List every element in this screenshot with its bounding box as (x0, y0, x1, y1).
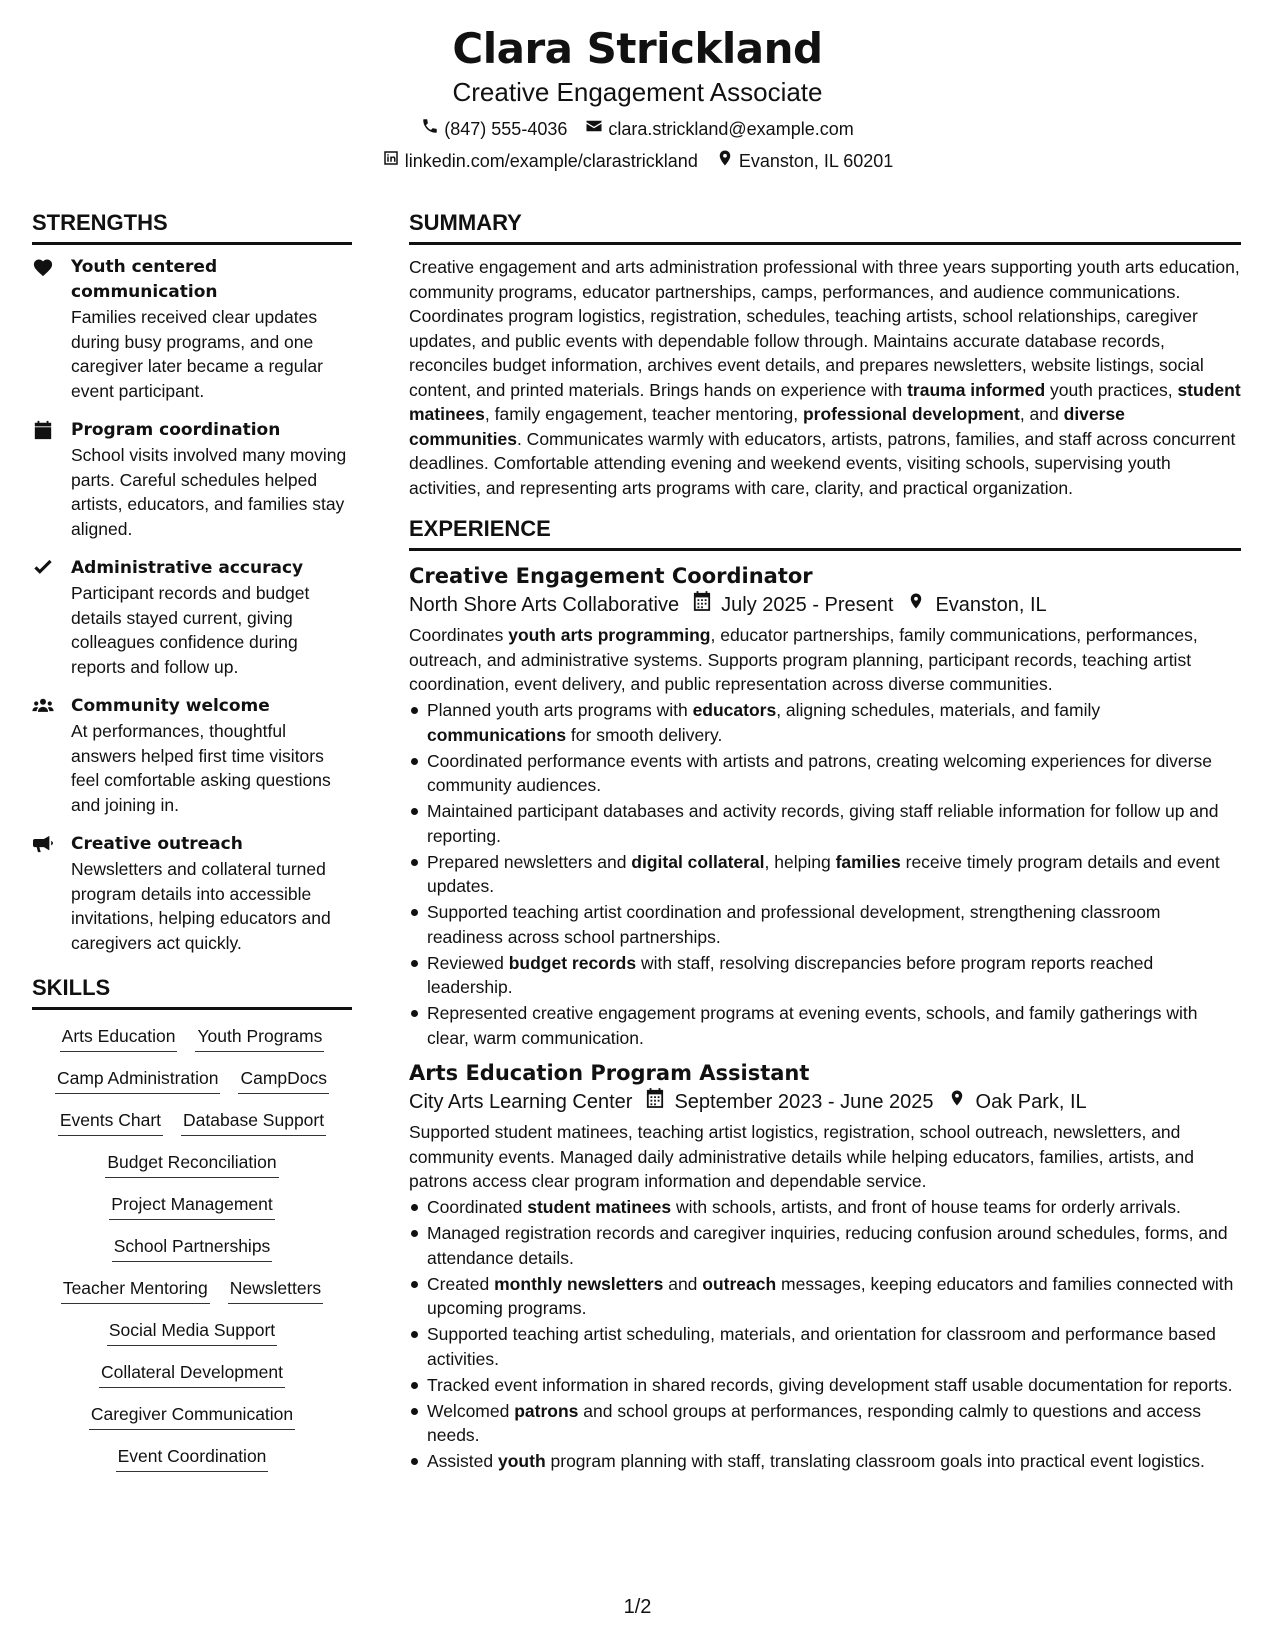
text-segment: Maintained participant databases and activity records, giving staff reliable information for follow up and reporting. (427, 801, 1219, 846)
list-item (409, 1373, 1241, 1398)
strength-desc: Families received clear updates during busy programs, and one caregiver later became a regular event participant. (71, 307, 323, 401)
email-contact[interactable] (585, 117, 853, 141)
company-name: City Arts Learning Center (409, 1091, 633, 1113)
megaphone-icon (32, 834, 54, 854)
text-segment: Coordinated performance events with artists and patrons, creating welcoming experiences for diverse community audiences. (427, 750, 1212, 795)
text-segment: Coordinates (409, 625, 509, 645)
text-segment: Planned youth arts programs with (427, 700, 693, 720)
emphasis-text: communications (427, 724, 567, 745)
job-bullets (409, 1195, 1241, 1474)
strength-desc: At performances, thoughtful answers helped first time visitors feel comfortable asking questions and joining in. (71, 721, 331, 815)
summary-text (409, 255, 1241, 500)
job-intro (409, 623, 1241, 697)
calendar-icon (693, 591, 711, 619)
list-item (409, 1195, 1241, 1220)
text-segment: Created (427, 1273, 495, 1294)
heart-icon (32, 257, 54, 277)
email-text[interactable]: clara.strickland@example.com (608, 119, 854, 139)
text-segment: for smooth delivery. (566, 724, 723, 745)
company-name: North Shore Arts Collaborative (409, 594, 680, 616)
text-segment: , and (1019, 404, 1064, 424)
strength-title: Creative outreach (71, 834, 243, 854)
skill-tag: Collateral Development (99, 1360, 285, 1388)
job-dates (646, 1088, 933, 1116)
list-item (409, 1322, 1241, 1371)
phone-contact (421, 117, 567, 141)
text-segment: and school groups at performances, responding calmly to questions and access needs. (427, 1400, 1201, 1445)
envelope-icon (585, 117, 603, 141)
skill-tag: Database Support (181, 1108, 326, 1136)
strength-title: Program coordination (71, 420, 281, 440)
skill-tag: Teacher Mentoring (61, 1276, 210, 1304)
text-segment: Tracked event information in shared records, giving development staff usable documentation for reports. (427, 1374, 1233, 1395)
map-pin-icon (907, 591, 925, 619)
text-segment: , family engagement, teacher mentoring, (484, 404, 803, 424)
list-item (409, 1399, 1241, 1448)
emphasis-text: budget records (508, 952, 637, 973)
job-bullets (409, 698, 1241, 1050)
emphasis-text: patrons (514, 1400, 579, 1421)
emphasis-text: monthly newsletters (494, 1273, 664, 1294)
emphasis-text: youth (498, 1451, 546, 1471)
emphasis-text: diverse communities (409, 404, 1125, 449)
calendar-icon (32, 420, 54, 440)
text-segment: Coordinated (427, 1197, 528, 1217)
strength-item (32, 556, 352, 679)
map-pin-icon (948, 1088, 966, 1116)
job-meta (409, 591, 1241, 619)
job-intro (409, 1120, 1241, 1194)
text-segment: Welcomed (427, 1400, 515, 1421)
dates-text: September 2023 - June 2025 (674, 1091, 934, 1113)
list-item (409, 1449, 1241, 1474)
strengths-heading: STRENGTHS (32, 208, 352, 245)
skill-tag: Social Media Support (107, 1318, 277, 1346)
experience-heading: EXPERIENCE (409, 514, 1241, 551)
list-item (409, 1272, 1241, 1321)
list-item (409, 749, 1241, 798)
text-segment: Prepared newsletters and (427, 851, 632, 872)
right-column (409, 208, 1241, 1482)
strength-item (32, 255, 352, 403)
skill-tag: Project Management (109, 1192, 274, 1220)
text-segment: , helping (764, 851, 836, 872)
map-pin-icon (716, 149, 734, 173)
emphasis-text: educators (692, 700, 777, 720)
dates-text: July 2025 - Present (721, 594, 894, 616)
strength-title: Youth centered communication (71, 257, 218, 302)
job-location (948, 1088, 1087, 1116)
text-segment: with staff, resolving discrepancies before program reports reached leadership. (427, 952, 1154, 997)
text-segment: , educator partnerships, family communications, performances, outreach, and administrative systems. Supports program planning, participant records, teaching artist coordination, event delivery, and public representation across diverse communities. (409, 625, 1198, 694)
text-segment: Supported student matinees, teaching artist logistics, registration, school outreach, newsletters, and community events. Managed daily administrative details while helping educators, families, artists, and patrons access clear program information and dependable service. (409, 1122, 1194, 1191)
candidate-role: Creative Engagement Associate (452, 77, 823, 107)
phone-text: (847) 555-4036 (444, 119, 568, 139)
location-text: Oak Park, IL (975, 1091, 1087, 1113)
experience-list (409, 561, 1241, 1474)
text-segment: messages, keeping educators and families connected with upcoming programs. (427, 1273, 1234, 1318)
linkedin-contact[interactable] (382, 149, 698, 173)
skill-tag: Arts Education (60, 1024, 178, 1052)
strength-desc: Participant records and budget details stayed current, giving colleagues confidence during reports and follow up. (71, 583, 310, 677)
strength-title: Community welcome (71, 696, 270, 716)
left-column (32, 208, 352, 1472)
resume-header (0, 22, 1275, 173)
text-segment: Supported teaching artist scheduling, materials, and orientation for classroom and performance based activities. (427, 1324, 1216, 1369)
job-location (907, 591, 1046, 619)
text-segment: Managed registration records and caregiver inquiries, reducing confusion around schedules, forms, and attendance details. (427, 1223, 1228, 1268)
phone-icon (421, 117, 439, 141)
location-text: Evanston, IL 60201 (738, 151, 894, 171)
strength-item (32, 418, 352, 541)
strength-desc: Newsletters and collateral turned program details into accessible invitations, helping educators and caregivers act quickly. (71, 859, 331, 953)
text-segment: and (663, 1273, 703, 1294)
linkedin-text[interactable]: linkedin.com/example/clarastrickland (404, 151, 698, 171)
list-item (409, 900, 1241, 949)
strength-title: Administrative accuracy (71, 558, 304, 578)
text-segment: Assisted (427, 1451, 498, 1471)
list-item (409, 951, 1241, 1000)
strength-item (32, 694, 352, 817)
users-icon (32, 696, 54, 716)
skill-tag: Event Coordination (116, 1444, 269, 1472)
skills-heading: SKILLS (32, 973, 352, 1010)
text-segment: Supported teaching artist coordination and professional development, strengthening classroom readiness across school partnerships. (427, 902, 1161, 947)
emphasis-text: families (835, 851, 901, 872)
list-item (409, 850, 1241, 899)
list-item (409, 1001, 1241, 1050)
text-segment: receive timely program details and event updates. (427, 851, 1220, 896)
emphasis-text: outreach (702, 1273, 777, 1294)
skill-tag: Events Chart (58, 1108, 163, 1136)
emphasis-text: youth arts programming (508, 625, 711, 645)
skill-tag: Youth Programs (195, 1024, 324, 1052)
calendar-icon (646, 1088, 664, 1116)
strength-item (32, 832, 352, 955)
emphasis-text: student matinees (527, 1197, 672, 1217)
text-segment: , aligning schedules, materials, and family (776, 700, 1101, 720)
list-item (409, 1221, 1241, 1270)
location-contact (716, 149, 893, 173)
job-entry (409, 561, 1241, 1050)
text-segment: Creative engagement and arts administration professional with three years supporting youth arts education, community programs, educator partnerships, camps, performances, and audience communications. Coordinates program logistics, registration, schedules, teaching artists, school relationships, caregiver updates, and public events with dependable follow through. Maintains accurate database records, reconciles budget information, archives event details, and prepares newsletters, website listings, social content, and printed materials. Brings hands on experience with (409, 257, 1240, 400)
text-segment: . Communicates warmly with educators, artists, patrons, families, and staff across concurrent deadlines. Comfortable attending evening and weekend events, visiting schools, supervising youth activities, and representing arts programs with care, clarity, and practical organization. (409, 428, 1236, 498)
skill-tag: Newsletters (228, 1276, 323, 1304)
summary-heading: SUMMARY (409, 208, 1241, 245)
job-meta (409, 1088, 1241, 1116)
linkedin-icon (382, 149, 400, 173)
emphasis-text: student matinees (409, 379, 1241, 424)
list-item (409, 698, 1241, 747)
contact-row-1 (0, 117, 1275, 141)
job-dates (693, 591, 893, 619)
skill-tag: School Partnerships (112, 1234, 273, 1262)
job-title: Creative Engagement Coordinator (409, 564, 813, 588)
skill-tag: Camp Administration (55, 1066, 220, 1094)
check-icon (32, 558, 54, 578)
emphasis-text: digital collateral (631, 851, 765, 872)
job-title: Arts Education Program Assistant (409, 1061, 810, 1085)
text-segment: Represented creative engagement programs at evening events, schools, and family gatherings with clear, warm communication. (427, 1003, 1198, 1048)
emphasis-text: trauma informed (907, 379, 1046, 400)
location-text: Evanston, IL (935, 594, 1047, 616)
contact-row-2 (0, 149, 1275, 173)
list-item (409, 799, 1241, 848)
skill-tag: CampDocs (238, 1066, 329, 1094)
strength-desc: School visits involved many moving parts. Careful schedules helped artists, educators, and families stay aligned. (71, 445, 347, 539)
text-segment: program planning with staff, translating classroom goals into practical event logistics. (545, 1451, 1205, 1471)
job-entry (409, 1058, 1241, 1474)
text-segment: youth practices, (1045, 379, 1178, 400)
emphasis-text: professional development (802, 404, 1020, 424)
skills-list (32, 1024, 352, 1472)
text-segment: Reviewed (427, 952, 509, 973)
candidate-name: Clara Strickland (452, 24, 823, 73)
skill-tag: Caregiver Communication (89, 1402, 295, 1430)
page-number: 1/2 (623, 1596, 652, 1618)
skill-tag: Budget Reconciliation (105, 1150, 278, 1178)
text-segment: with schools, artists, and front of house teams for orderly arrivals. (671, 1197, 1181, 1217)
